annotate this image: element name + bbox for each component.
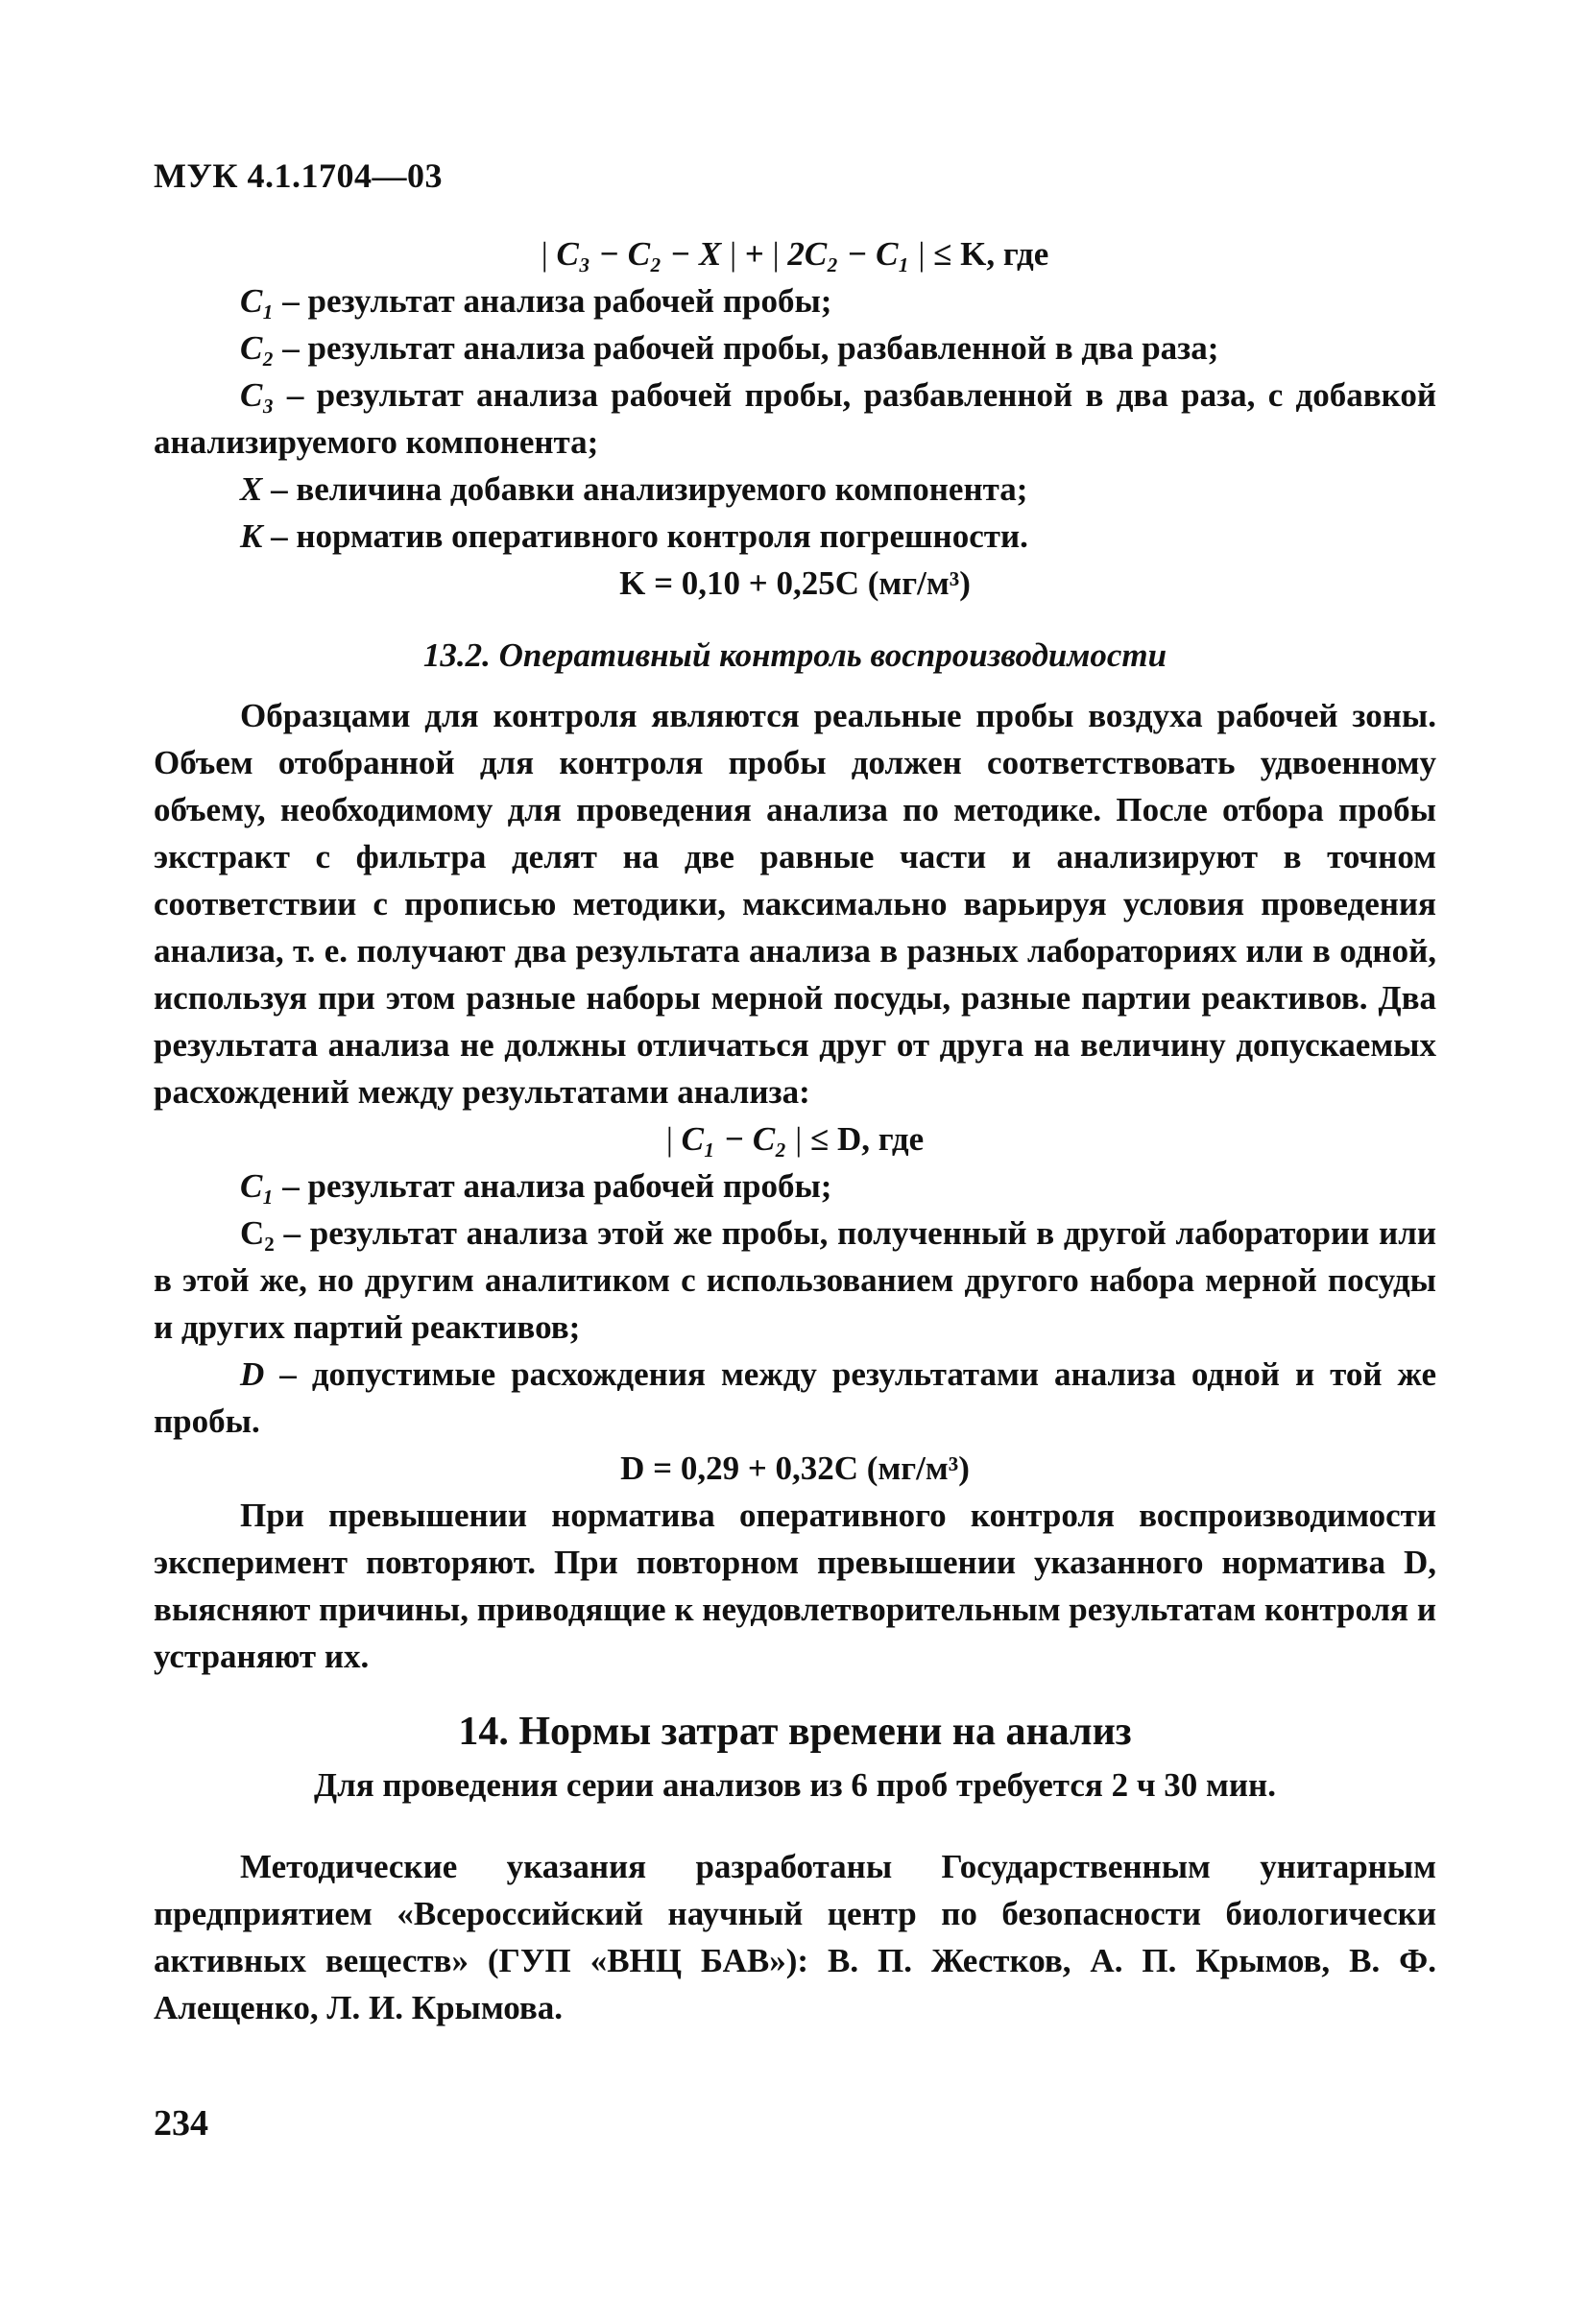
- definitions-list-2: [154, 1162, 1436, 1445]
- definition-item: C₂ – результат анализа рабочей пробы, разбавленной в два раза;: [240, 329, 1219, 367]
- section-title: 14. Нормы затрат времени на анализ: [458, 1710, 1132, 1754]
- document-code-header: МУК 4.1.1704—03: [154, 156, 444, 195]
- definition-item: K – норматив оперативного контроля погрешности.: [240, 517, 1028, 555]
- formula-term-left: C₃ − C₂ − X: [556, 235, 722, 273]
- definition-item: D – допустимые расхождения между результатами анализа одной и той же пробы.: [154, 1355, 1436, 1440]
- definitions-list-1: [154, 277, 1436, 560]
- section-text: Для проведения серии анализов из 6 проб требуется 2 ч 30 мин.: [314, 1766, 1276, 1804]
- formula-accuracy-control: | C₃ − C₂ − X | + | 2C₂ − C₁ | ≤ K, где: [541, 235, 1049, 273]
- formula-tail: ≤ K, где: [933, 235, 1049, 273]
- credits-paragraph: Методические указания разработаны Государственным унитарным предприятием «Всероссийский научный центр по безопасности биологически активных веществ» (ГУП «ВНЦ БАВ»): В. П. Жестков, А. П. Крымов, В. Ф. Алещенко, Л. И. Крымова.: [154, 1848, 1436, 2026]
- formula-d-norm: D = 0,29 + 0,32C (мг/м³): [620, 1450, 970, 1487]
- formula-term: C₁ − C₂: [681, 1120, 787, 1158]
- formula-reproducibility: | C₁ − C₂ | ≤ D, где: [665, 1120, 925, 1158]
- formula-term-right: 2C₂ − C₁: [787, 235, 910, 273]
- paragraph-exceedance: При превышении норматива оперативного контроля воспроизводимости эксперимент повторяют. При повторном превышении указанного норматива D, выясняют причины, приводящие к неудовлетворительным результатам контроля и устраняют их.: [154, 1497, 1436, 1675]
- subsection-title: 13.2. Оперативный контроль воспроизводимости: [422, 636, 1167, 674]
- definition-item: C₂ – результат анализа этой же пробы, полученный в другой лаборатории или в этой же, но другим аналитиком с использованием другого набора мерной посуды и других партий реактивов;: [154, 1214, 1436, 1346]
- definition-item: C₃ – результат анализа рабочей пробы, разбавленной в два раза, с добавкой анализируемого компонента;: [154, 376, 1436, 461]
- formula-tail: ≤ D, где: [809, 1120, 925, 1158]
- page-number: 234: [154, 2103, 208, 2144]
- definition-item: X – величина добавки анализируемого компонента;: [240, 470, 1028, 508]
- paragraph-reproducibility: Образцами для контроля являются реальные пробы воздуха рабочей зоны. Объем отобранной для контроля пробы должен соответствовать удвоенному объему, необходимому для проведения анализа по методике. После отбора пробы экстракт с фильтра делят на две равные части и анализируют в точном соответствии с прописью методики, максимально варьируя условия проведения анализа, т. е. получают два результата анализа в разных лабораториях или в одной, используя при этом разные наборы мерной посуды, разные партии реактивов. Два результата анализа не должны отличаться друг от друга на величину допускаемых расхождений между результатами анализа:: [154, 697, 1436, 1111]
- definition-item: C₁ – результат анализа рабочей пробы;: [240, 282, 832, 320]
- page-content: [154, 230, 1436, 2031]
- formula-k-norm: K = 0,10 + 0,25C (мг/м³): [619, 564, 971, 602]
- definition-item: C₁ – результат анализа рабочей пробы;: [240, 1167, 832, 1205]
